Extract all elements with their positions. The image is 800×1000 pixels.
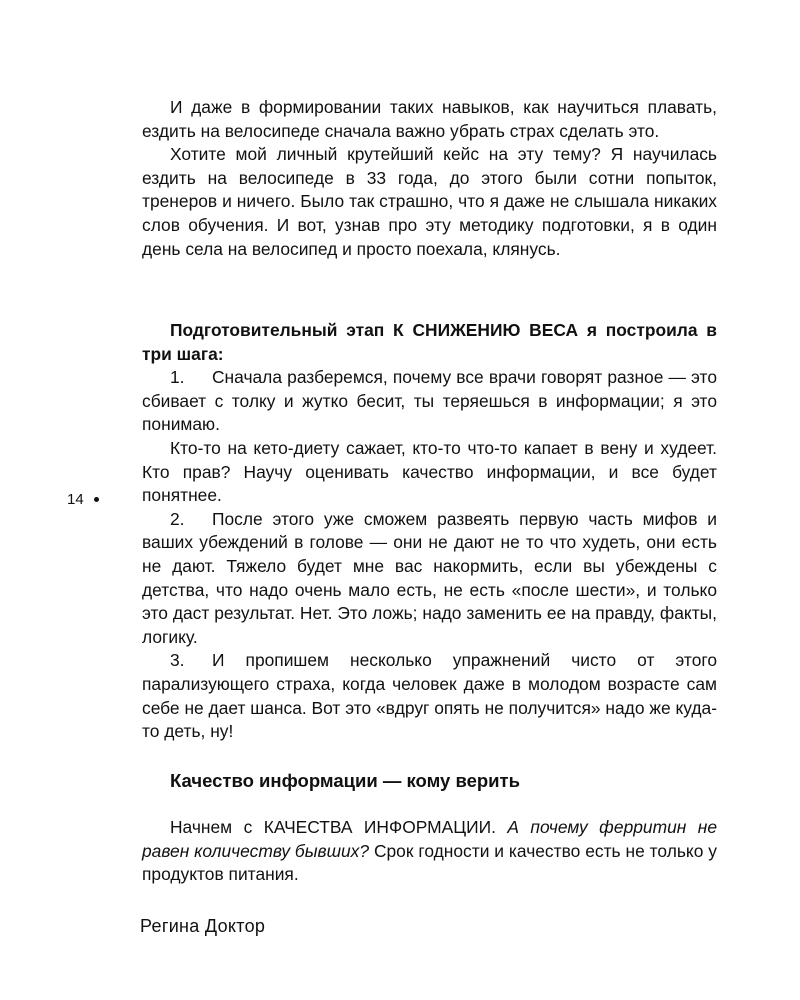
section-paragraph (142, 816, 717, 887)
page-number-value: 14 (67, 491, 84, 508)
step-1 (142, 366, 717, 437)
intro-text (142, 96, 717, 261)
bullet-dot-icon (94, 497, 99, 502)
section-heading: Качество информации — кому верить (170, 770, 520, 791)
steps-intro: Подготовительный этап К СНИЖЕНИЮ ВЕСА я построила в три шага: (142, 320, 717, 364)
step-3 (142, 649, 717, 743)
step-2-text: После этого уже сможем развеять первую часть мифов и ваших убеждений в голове — они не дают не то что худеть, они есть не дают. Тяжело будет мне вас накормить, если вы убеждены с детства, что надо очень мало есть, не есть «после шести», и только это даст результат. Нет. Это ложь; надо заменить ее на правду, факты, логику. (142, 508, 717, 647)
step-2 (142, 508, 717, 650)
step-3-number: 3. (170, 650, 185, 671)
running-footer-author: Регина Доктор (140, 916, 266, 936)
step-3-text: И пропишем несколько упражнений чисто от этого парализующего страха, когда человек даже в молодом возрасте сам себе не дает шанса. Вот это «вдруг опять не получится» надо же куда-то деть, ну! (142, 650, 717, 742)
step-1-followup: Кто-то на кето-диету сажает, кто-то что-то капает в вену и худеет. Кто прав? Научу оценивать качество информации, и все будет понятнее. (142, 437, 717, 506)
section-text (142, 816, 717, 887)
steps-text (142, 319, 717, 744)
intro-paragraph-2: Хотите мой личный крутейший кейс на эту тему? Я научилась ездить на велосипеде в 33 года, до этого были сотни попыток, тренеров и ничего. Было так страшно, что я даже не слышала никаких слов обучения. И вот, узнав про эту методику подготовки, я в один день села на велосипед и просто поехала, клянусь. (142, 144, 717, 259)
step-1-text: Сначала разберемся, почему все врачи говорят разное — это сбивает с толку и жутко бесит, ты теряешься в информации; я это понимаю. (142, 367, 717, 435)
step-1-number: 1. (170, 367, 185, 388)
section-lead: Начнем с КАЧЕСТВА ИНФОРМАЦИИ. (170, 817, 496, 837)
intro-paragraph-1: И даже в формировании таких навыков, как научиться плавать, ездить на велосипеде сначала важно убрать страх сделать это. (142, 97, 717, 141)
section-italic: А почему ферритин не равен количеству бывших? (142, 817, 717, 861)
page-number (67, 491, 99, 508)
step-2-number: 2. (170, 508, 185, 529)
section-rest: Срок годности и качество есть не только у продуктов питания. (142, 840, 717, 885)
